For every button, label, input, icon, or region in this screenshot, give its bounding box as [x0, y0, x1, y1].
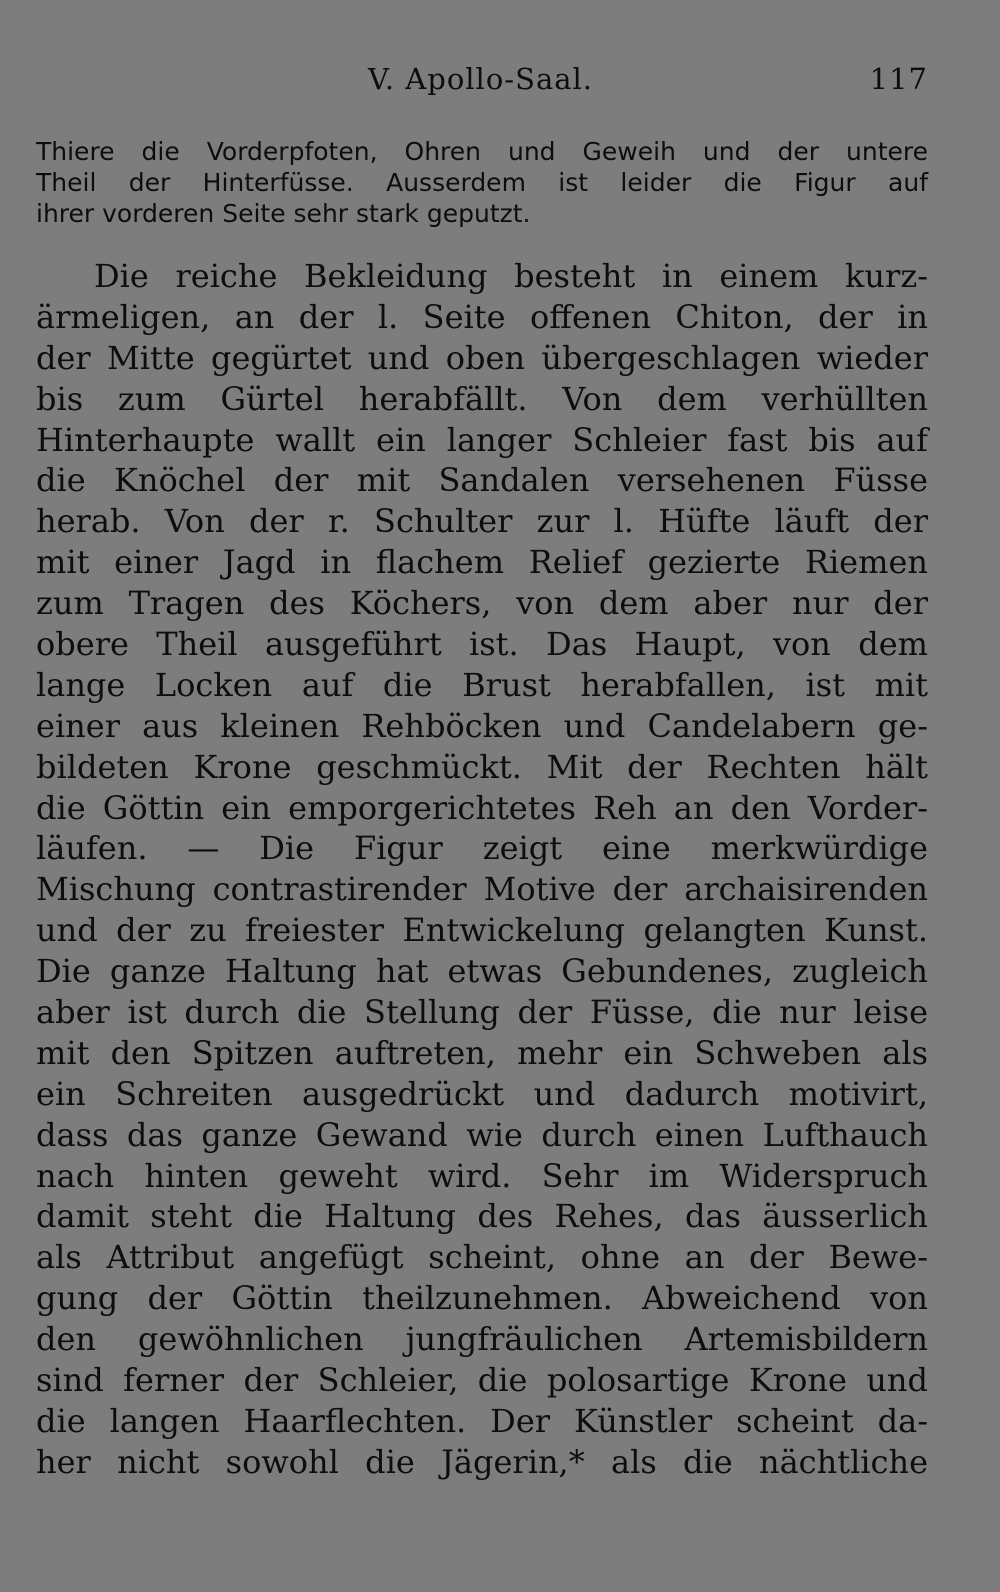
text-line: sind ferner der Schleier, die polosartige Krone und [36, 1361, 928, 1400]
text-line: Die reiche Bekleidung besteht in einem kurz- [94, 257, 928, 295]
text-line: her nicht sowohl die Jägerin,* als die nächtliche [36, 1442, 928, 1481]
text-line: die Knöchel der mit Sandalen versehenen Füsse [36, 461, 928, 500]
text-line: der Mitte gegürtet und oben übergeschlagen wieder [36, 338, 928, 377]
text-line: läufen. — Die Figur zeigt eine merkwürdige [36, 829, 928, 868]
text-line: aber ist durch die Stellung der Füsse, die nur leise [36, 993, 928, 1032]
text-line: Hinterhaupte wallt ein langer Schleier fast bis auf [36, 420, 928, 459]
text-line: mit einer Jagd in flachem Relief gezierte Riemen [36, 543, 928, 582]
text-line: ihrer vorderen Seite sehr stark geputzt. [36, 199, 531, 228]
running-title: V. Apollo-Saal. [368, 62, 594, 96]
small-print-paragraph [36, 136, 928, 229]
running-header [36, 62, 928, 102]
text-line: obere Theil ausgeführt ist. Das Haupt, von dem [36, 625, 928, 664]
text-line: bildeten Krone geschmückt. Mit der Rechten hält [36, 747, 928, 786]
text-line: Thiere die Vorderpfoten, Ohren und Geweih und der untere [36, 137, 928, 166]
text-line: und der zu freiester Entwickelung gelangten Kunst. [36, 911, 928, 950]
text-line: die langen Haarflechten. Der Künstler scheint da- [36, 1401, 928, 1440]
text-line: herab. Von der r. Schulter zur l. Hüfte läuft der [36, 502, 928, 541]
text-line: als Attribut angefügt scheint, ohne an der Bewe- [36, 1238, 928, 1277]
text-line: ein Schreiten ausgedrückt und dadurch motivirt, [36, 1074, 928, 1113]
text-line: damit steht die Haltung des Rehes, das äusserlich [36, 1197, 928, 1236]
text-line: ärmeligen, an der l. Seite offenen Chiton, der in [36, 297, 928, 336]
main-paragraph [36, 256, 928, 1483]
text-line: Mischung contrastirender Motive der archaisirenden [36, 870, 928, 909]
text-line: nach hinten geweht wird. Sehr im Widerspruch [36, 1156, 928, 1195]
text-line: zum Tragen des Köchers, von dem aber nur der [36, 584, 928, 623]
page-number: 117 [869, 62, 928, 96]
text-line: den gewöhnlichen jungfräulichen Artemisbildern [36, 1320, 928, 1359]
text-line: dass das ganze Gewand wie durch einen Lufthauch [36, 1115, 928, 1154]
text-line: Theil der Hinterfüsse. Ausserdem ist leider die Figur auf [36, 168, 928, 197]
text-line: Die ganze Haltung hat etwas Gebundenes, zugleich [36, 952, 928, 991]
text-line: gung der Göttin theilzunehmen. Abweichend von [36, 1279, 928, 1318]
text-line: einer aus kleinen Rehböcken und Candelabern ge- [36, 706, 928, 745]
text-line: die Göttin ein emporgerichtetes Reh an den Vorder- [36, 788, 928, 827]
text-line: bis zum Gürtel herabfällt. Von dem verhüllten [36, 379, 928, 418]
text-line: lange Locken auf die Brust herabfallen, ist mit [36, 665, 928, 704]
text-line: mit den Spitzen auftreten, mehr ein Schweben als [36, 1033, 928, 1072]
